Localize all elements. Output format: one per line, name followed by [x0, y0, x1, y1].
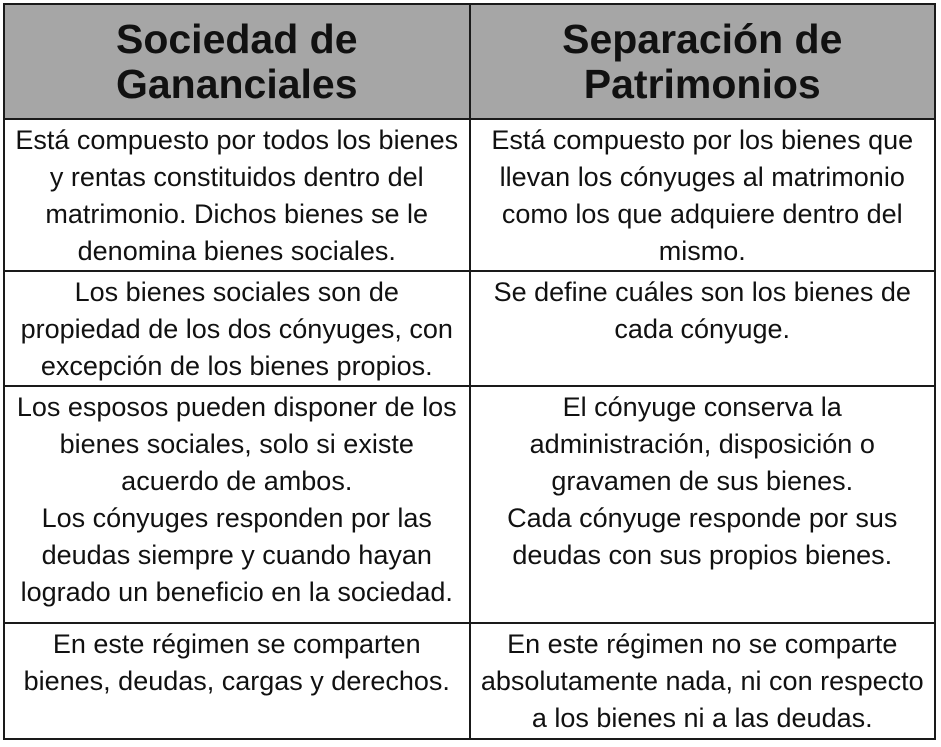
- cell-text: Los cónyuges responden por las deudas siempre y cuando hayan logrado un beneficio en la sociedad.: [20, 503, 453, 608]
- cell-text: Cada cónyuge responde por sus deudas con sus propios bienes.: [507, 503, 898, 571]
- table-row: [4, 119, 935, 271]
- cell-left: [4, 386, 470, 622]
- cell-text: Está compuesto por los bienes que llevan los cónyuges al matrimonio como los que adquiere dentro del mismo.: [491, 125, 914, 266]
- table-row: [4, 271, 935, 386]
- cell-left: [4, 271, 470, 386]
- table-row: [4, 386, 935, 622]
- table-row: [4, 623, 935, 739]
- cell-text: Se define cuáles son los bienes de cada cónyuge.: [493, 277, 911, 345]
- cell-right: [470, 623, 936, 739]
- cell-text: En este régimen se comparten bienes, deudas, cargas y derechos.: [23, 628, 450, 696]
- header-row: [4, 4, 935, 119]
- cell-left: [4, 623, 470, 739]
- cell-right: [470, 119, 936, 271]
- comparison-table: [3, 3, 936, 740]
- cell-text: Los bienes sociales son de propiedad de los dos cónyuges, con excepción de los bienes propios.: [20, 277, 453, 382]
- cell-text: En este régimen no se comparte absolutamente nada, ni con respecto a los bienes ni a las deudas.: [480, 628, 924, 733]
- cell-right: [470, 386, 936, 622]
- cell-text: Los esposos pueden disponer de los bienes sociales, solo si existe acuerdo de ambos.: [16, 392, 457, 497]
- cell-text: Está compuesto por todos los bienes y rentas constituidos dentro del matrimonio. Dichos bienes se le denomina bienes sociales.: [15, 125, 459, 266]
- comparison-table-container: [3, 3, 936, 740]
- header-sociedad-de-gananciales: Sociedad de Gananciales: [4, 4, 470, 119]
- cell-text: El cónyuge conserva la administración, disposición o gravamen de sus bienes.: [529, 392, 875, 497]
- cell-right: [470, 271, 936, 386]
- header-separacion-de-patrimonios: Separación de Patrimonios: [470, 4, 936, 119]
- cell-left: [4, 119, 470, 271]
